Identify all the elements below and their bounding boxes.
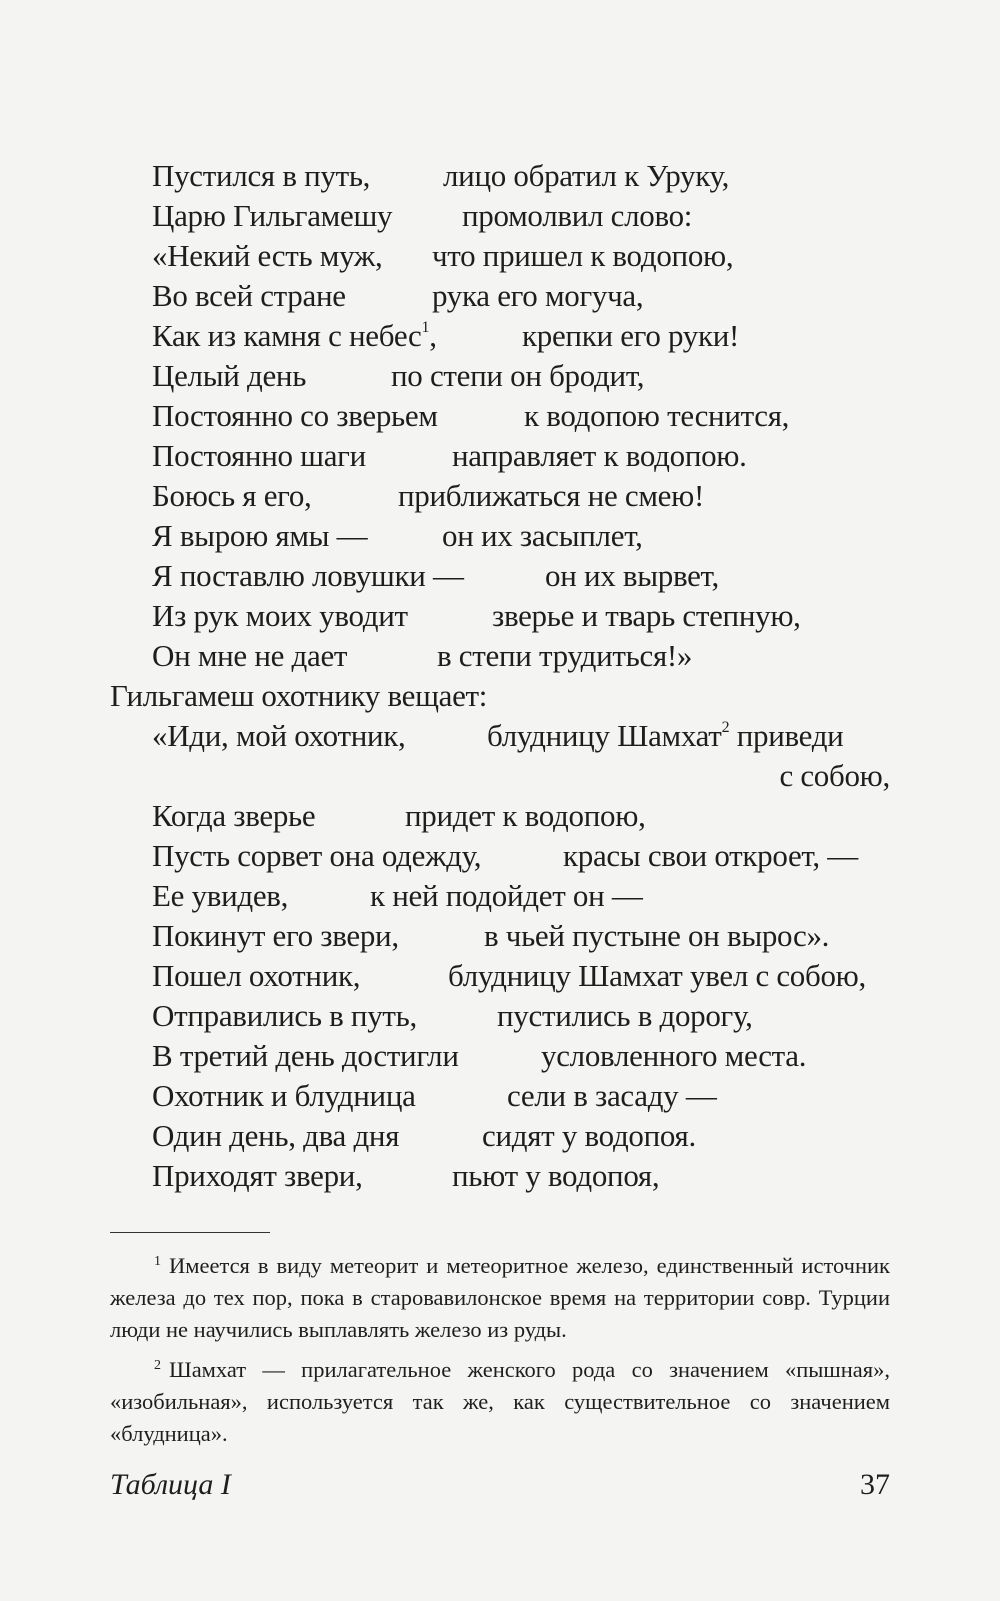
verse-text: Из рук моих уводит [152,598,408,633]
verse-line-first-half: «Иди, мой охотник, [152,718,406,753]
verse-text: Царю Гильгамешу [152,198,393,233]
verse-line-second-half: крепки его руки! [522,318,740,353]
verse-text: Постоянно со зверьем [152,398,438,433]
verse-line-first-half: Ее увидев, [152,878,289,913]
verse-line-first-half: Покинут его звери, [152,918,399,953]
verse-line-second-half: приближаться не смею! [398,478,704,513]
verse-line-first-half [152,236,382,276]
verse-line-first-half [152,276,346,316]
verse-line-second-half: сели в засаду — [507,1078,717,1113]
verse-text: Как из камня с небес [152,318,422,353]
verse-line-second-half: придет к водопою, [405,798,646,833]
verse-line-first-half: Охотник и блудница [152,1078,416,1113]
verse-line-first-half [152,356,306,396]
verse-line-first-half: Пошел охотник, [152,958,361,993]
verse-line-second-half: зверье и тварь степную, [492,598,801,633]
verse-line-second-half: он их засыплет, [442,518,643,553]
verse-text: приведи [729,718,844,753]
page-number: 37 [860,1468,890,1501]
verse-line-first-half [152,476,311,516]
footnotes [110,1246,890,1454]
footnote-text: Имеется в виду метеорит и метеоритное железо, единственный источник железа до тех пор, пока в старовавилонское время на территории совр. Турции люди не научились выплавлять железо из руды. [110,1253,890,1342]
verse-text: Я поставлю ловушки — [152,558,464,593]
verse-line-second-half: в степи трудиться!» [437,638,693,673]
verse-line-second-half: к водопою теснится, [524,398,790,433]
footnote-2 [110,1350,890,1450]
verse-text: Я вырою ямы — [152,518,368,553]
verse-line-first-half: Отправились в путь, [152,998,417,1033]
footnote-number: 2 [154,1358,161,1373]
verse-text: Боюсь я его, [152,478,312,513]
verse-line-second-half: пустились в дорогу, [497,998,753,1033]
verse-line-second-half: что пришел к водопою, [432,238,734,273]
verse-line-first-half: Как из камня с небес$^1$, [152,318,437,353]
verse-line-second-half: пьют у водопоя, [452,1158,660,1193]
verse-line-second-half: лицо обратил к Уруку, [443,158,730,193]
verse-text: блудницу Шамхат [487,718,722,753]
verse-line-second-half [487,716,843,756]
verse-line-first-half: Пусть сорвет она одежду, [152,838,482,873]
verse-line-second-half: красы свои откроет, — [563,838,858,873]
verse-line-first-half [152,556,464,596]
verse-line-second-half: к ней подойдет он — [370,878,643,913]
verse-line-second-half: блудницу Шамхат увел с собою, [448,958,866,993]
verse-line-second-half: сидят у водопоя. [482,1118,696,1153]
verse-line-first-half [152,436,366,476]
verse-text: Он мне не дает [152,638,348,673]
verse-line-first-half [152,156,370,196]
verse-line-second-half: в чьей пустыне он вырос». [484,918,830,953]
verse-line-first-half [152,196,392,236]
footnote-divider [110,1232,270,1233]
verse-line-second-half: по степи он бродит, [391,358,645,393]
verse-line-second-half: промолвил слово: [462,198,693,233]
verse-line-second-half: направляет к водопою. [452,438,747,473]
verse-line-first-half: Когда зверье [152,798,316,833]
footnote-ref[interactable]: 1 [421,319,430,336]
verse-line-second-half: рука его могуча, [432,278,644,313]
verse-text: Постоянно шаги [152,438,366,473]
verse-text: «Некий есть муж, [152,238,383,273]
footnote-ref[interactable]: 2 [721,719,730,736]
footnote-1 [110,1246,890,1346]
verse-line-first-half: Приходят звери, [152,1158,363,1193]
verse-text: Целый день [152,358,307,393]
speech-intro: Гильгамеш охотнику вещает: [110,678,488,713]
verse-text: Пустился в путь, [152,158,371,193]
verse-line-second-half: условленного места. [541,1038,807,1073]
verse-text: Во всей стране [152,278,346,313]
running-head: Таблица I [110,1468,231,1501]
verse-line-first-half [152,596,408,636]
verse-line-first-half [152,516,367,556]
verse-line-first-half: В третий день достигли [152,1038,459,1073]
verse-line-first-half [152,396,438,436]
footnote-text: Шамхат — прилагательное женского рода со значением «пышная», «изобильная», используется так же, как существительное со значением «блудница». [110,1357,890,1446]
verse-line-second-half: он их вырвет, [545,558,719,593]
verse-line-first-half [152,636,347,676]
footnote-number: 1 [154,1254,161,1269]
verse-continuation: с собою, [779,758,890,793]
verse-line-first-half: Один день, два дня [152,1118,400,1153]
